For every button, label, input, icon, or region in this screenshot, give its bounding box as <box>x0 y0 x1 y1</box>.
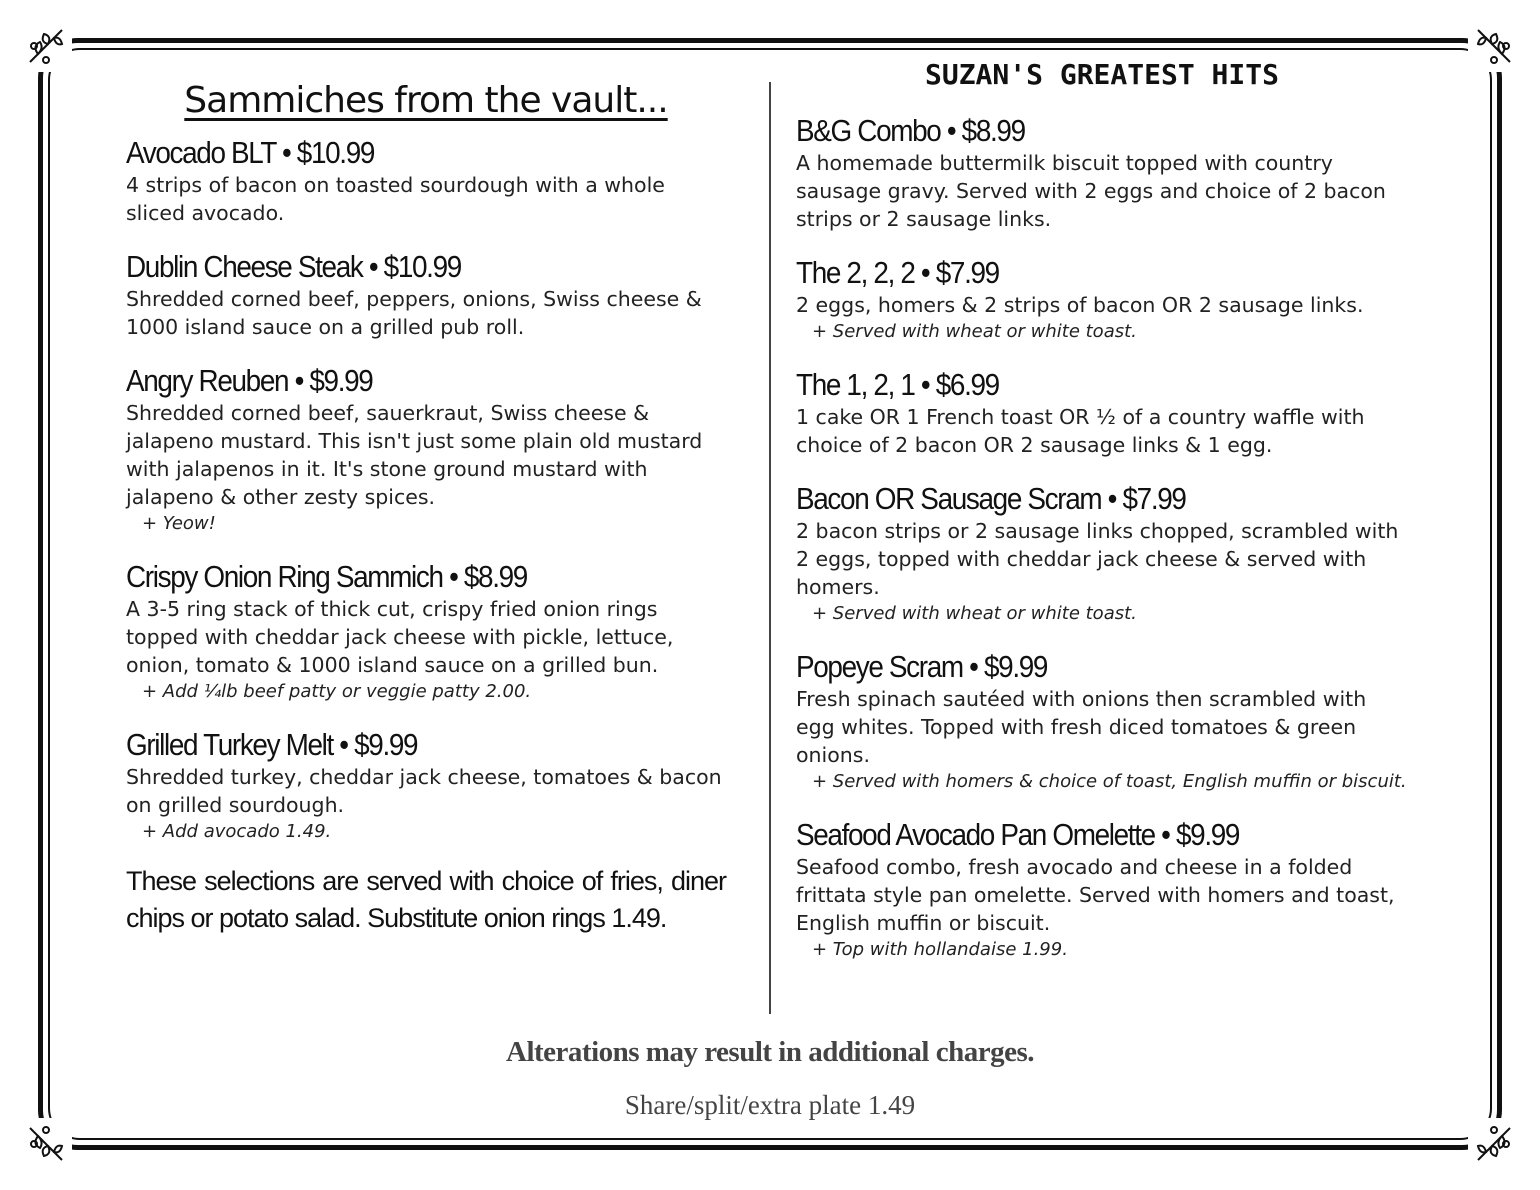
sandwich-section <box>126 80 726 937</box>
menu-item-description: Fresh spinach sautéed with onions then scrambled with egg whites. Topped with fresh diced tomatoes & green onions. <box>796 687 1367 767</box>
section-title-greatest-hits: SUZAN'S GREATEST HITS <box>924 58 1279 91</box>
menu-item-name: Grilled Turkey Melt • $9.99 <box>126 727 418 762</box>
menu-item-note: + Served with wheat or white toast. <box>812 603 1137 624</box>
section-title-sammiches: Sammiches from the vault... <box>184 80 668 121</box>
floral-flourish-icon <box>1468 20 1520 72</box>
menu-item-note: + Yeow! <box>142 513 216 534</box>
menu-item-name: Dublin Cheese Steak • $10.99 <box>126 249 461 284</box>
menu-item-name: B&G Combo • $8.99 <box>796 113 1025 148</box>
menu-item-description: A 3-5 ring stack of thick cut, crispy fried onion rings topped with cheddar jack cheese with pickle, lettuce, onion, tomato & 1000 island sauce on a grilled bun. <box>126 597 674 677</box>
menu-item <box>796 113 1408 233</box>
column-divider <box>769 82 771 1014</box>
alterations-notice: Alterations may result in additional charges. <box>506 1036 1034 1068</box>
menu-item-note: + Served with wheat or white toast. <box>812 321 1137 342</box>
menu-item-description: Shredded corned beef, sauerkraut, Swiss cheese & jalapeno mustard. This isn't just some plain old mustard with jalapenos in it. It's stone ground mustard with jalapeno & other zesty spices. <box>126 401 703 509</box>
menu-item <box>126 249 726 341</box>
menu-item <box>126 135 726 227</box>
menu-item-description: A homemade buttermilk biscuit topped with country sausage gravy. Served with 2 eggs and choice of 2 bacon strips or 2 sausage links. <box>796 151 1386 231</box>
menu-item <box>796 367 1408 459</box>
menu-item-name: Avocado BLT • $10.99 <box>126 135 375 170</box>
menu-item-description: 2 bacon strips or 2 sausage links chopped, scrambled with 2 eggs, topped with cheddar jack cheese & served with homers. <box>796 519 1399 599</box>
menu-item-name: Bacon OR Sausage Scram • $7.99 <box>796 481 1186 516</box>
menu-item <box>126 727 726 845</box>
menu-item-name: Crispy Onion Ring Sammich • $8.99 <box>126 559 527 594</box>
menu-item-name: The 1, 2, 1 • $6.99 <box>796 367 999 402</box>
menu-item <box>126 559 726 705</box>
menu-item-description: 1 cake OR 1 French toast OR ½ of a country waffle with choice of 2 bacon OR 2 sausage links & 1 egg. <box>796 405 1365 457</box>
menu-item-note: + Top with hollandaise 1.99. <box>812 939 1068 960</box>
menu-item-description: Seafood combo, fresh avocado and cheese in a folded frittata style pan omelette. Served with homers and toast, English muffin or biscuit. <box>796 855 1395 935</box>
menu-item-note: + Add ¼lb beef patty or veggie patty 2.00. <box>142 681 532 702</box>
floral-flourish-icon <box>20 20 72 72</box>
floral-flourish-icon <box>20 1118 72 1170</box>
menu-item-note: + Served with homers & choice of toast, English muffin or biscuit. <box>812 771 1407 792</box>
menu-item-description: Shredded corned beef, peppers, onions, Swiss cheese & 1000 island sauce on a grilled pub roll. <box>126 287 702 339</box>
greatest-hits-section <box>796 58 1408 985</box>
floral-flourish-icon <box>1468 1118 1520 1170</box>
menu-item <box>796 817 1408 963</box>
menu-item-description: 2 eggs, homers & 2 strips of bacon OR 2 sausage links. <box>796 293 1364 317</box>
menu-item-name: Seafood Avocado Pan Omelette • $9.99 <box>796 817 1240 852</box>
menu-item <box>126 363 726 537</box>
menu-item <box>796 255 1408 345</box>
menu-item <box>796 649 1408 795</box>
menu-item-note: + Add avocado 1.49. <box>142 821 332 842</box>
menu-item-name: Angry Reuben • $9.99 <box>126 363 373 398</box>
menu-item-name: The 2, 2, 2 • $7.99 <box>796 255 999 290</box>
menu-item <box>796 481 1408 627</box>
menu-item-name: Popeye Scram • $9.99 <box>796 649 1048 684</box>
menu-item-description: Shredded turkey, cheddar jack cheese, tomatoes & bacon on grilled sourdough. <box>126 765 722 817</box>
sides-note: These selections are served with choice of fries, diner chips or potato salad. Substitute onion rings 1.49. <box>126 866 726 933</box>
menu-item-description: 4 strips of bacon on toasted sourdough with a whole sliced avocado. <box>126 173 665 225</box>
share-plate-notice: Share/split/extra plate 1.49 <box>624 1090 916 1120</box>
